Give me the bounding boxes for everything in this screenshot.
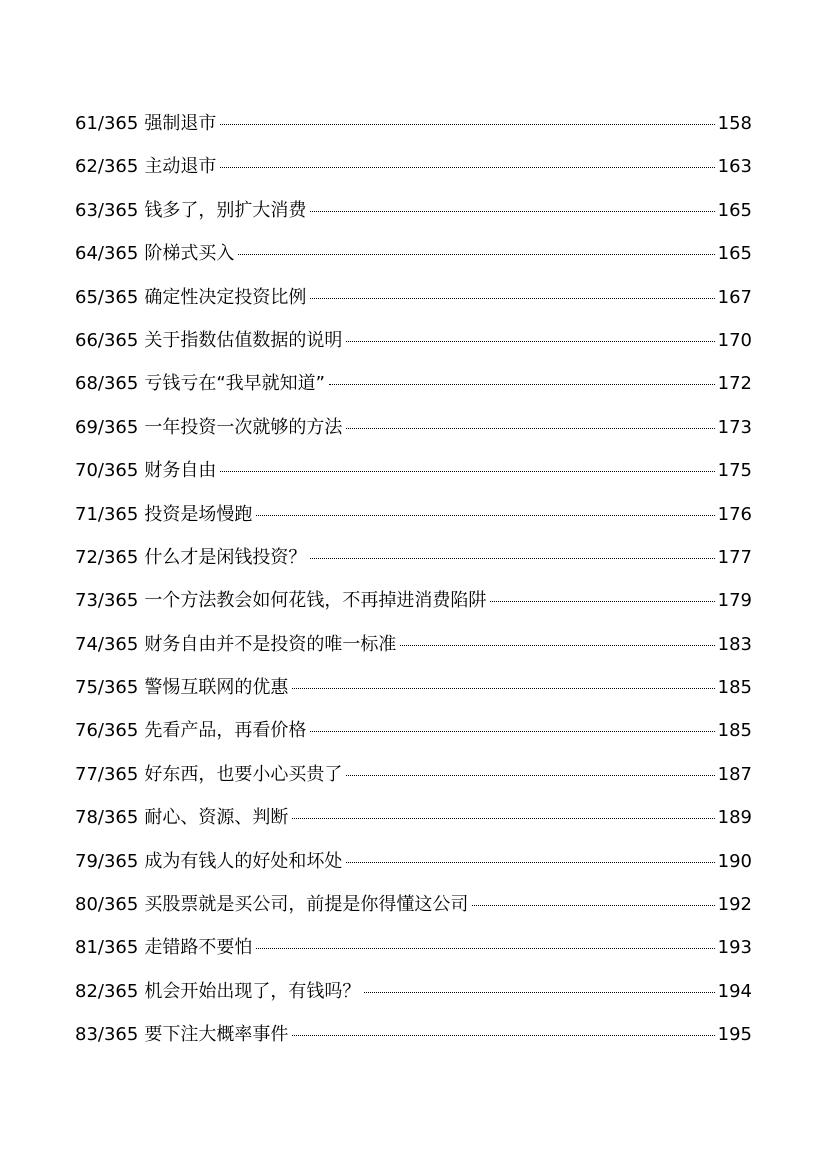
- entry-title: 阶梯式买入: [144, 243, 235, 265]
- entry-title: 主动退市: [144, 156, 217, 178]
- entry-title: 关于指数估值数据的说明: [144, 329, 343, 351]
- entry-number: 71/365: [75, 503, 139, 525]
- dot-leader: [310, 211, 714, 212]
- entry-number: 70/365: [75, 460, 139, 482]
- entry-number: 83/365: [75, 1024, 139, 1046]
- dot-leader: [292, 1035, 714, 1036]
- entry-title: 投资是场慢跑: [144, 503, 253, 525]
- toc-entry[interactable]: [75, 840, 752, 883]
- entry-title: 机会开始出现了，有钱吗？: [144, 980, 361, 1002]
- entry-page-number: 177: [717, 546, 752, 568]
- dot-leader: [346, 862, 714, 863]
- entry-title: 耐心、资源、判断: [144, 807, 289, 829]
- entry-number: 77/365: [75, 763, 139, 785]
- entry-page-number: 170: [717, 329, 752, 351]
- dot-leader: [220, 167, 714, 168]
- entry-page-number: 158: [717, 113, 752, 134]
- entry-title: 确定性决定投资比例: [144, 286, 307, 308]
- dot-leader: [310, 298, 714, 299]
- entry-number: 81/365: [75, 937, 139, 959]
- entry-page-number: 175: [717, 460, 752, 482]
- entry-number: 75/365: [75, 677, 139, 699]
- dot-leader: [220, 124, 714, 125]
- entry-page-number: 190: [717, 850, 752, 872]
- dot-leader: [400, 645, 714, 646]
- toc-entry[interactable]: [75, 753, 752, 796]
- entry-page-number: 172: [717, 373, 752, 395]
- toc-entry[interactable]: [75, 666, 752, 709]
- entry-page-number: 163: [717, 156, 752, 178]
- entry-number: 63/365: [75, 199, 139, 221]
- entry-page-number: 192: [717, 894, 752, 916]
- entry-page-number: 183: [717, 633, 752, 655]
- dot-leader: [238, 254, 714, 255]
- entry-title: 一个方法教会如何花钱，不再掉进消费陷阱: [144, 590, 487, 612]
- entry-page-number: 185: [717, 677, 752, 699]
- entry-page-number: 194: [717, 980, 752, 1002]
- entry-number: 78/365: [75, 807, 139, 829]
- dot-leader: [346, 775, 714, 776]
- dot-leader: [256, 515, 714, 516]
- entry-title: 什么才是闲钱投资？: [144, 546, 307, 568]
- dot-leader: [490, 601, 714, 602]
- dot-leader: [329, 384, 715, 385]
- entry-title: 买股票就是买公司，前提是你得懂这公司: [144, 894, 469, 916]
- toc-entry[interactable]: [75, 102, 752, 145]
- toc-entry[interactable]: [75, 536, 752, 579]
- entry-number: 80/365: [75, 894, 139, 916]
- toc-entry[interactable]: [75, 1013, 752, 1056]
- toc-entry[interactable]: [75, 145, 752, 188]
- entry-number: 72/365: [75, 546, 139, 568]
- toc-entry[interactable]: [75, 232, 752, 275]
- entry-number: 62/365: [75, 156, 139, 178]
- dot-leader: [346, 341, 714, 342]
- entry-title: 警惕互联网的优惠: [144, 677, 289, 699]
- table-of-contents: [75, 102, 752, 1057]
- toc-entry[interactable]: [75, 493, 752, 536]
- entry-page-number: 195: [717, 1024, 752, 1046]
- entry-title: 好东西，也要小心买贵了: [144, 763, 343, 785]
- entry-page-number: 185: [717, 720, 752, 742]
- toc-entry[interactable]: [75, 189, 752, 232]
- dot-leader: [472, 905, 714, 906]
- entry-page-number: 165: [717, 199, 752, 221]
- dot-leader: [220, 471, 714, 472]
- entry-page-number: 167: [717, 286, 752, 308]
- entry-page-number: 187: [717, 763, 752, 785]
- toc-entry[interactable]: [75, 319, 752, 362]
- entry-title: 成为有钱人的好处和坏处: [144, 850, 343, 872]
- entry-number: 69/365: [75, 416, 139, 438]
- dot-leader: [310, 558, 714, 559]
- toc-entry[interactable]: [75, 926, 752, 969]
- entry-number: 64/365: [75, 243, 139, 265]
- toc-entry[interactable]: [75, 623, 752, 666]
- toc-entry[interactable]: [75, 883, 752, 926]
- entry-title: 走错路不要怕: [144, 937, 253, 959]
- entry-page-number: 179: [717, 590, 752, 612]
- toc-entry[interactable]: [75, 362, 752, 405]
- entry-title: 钱多了，别扩大消费: [144, 199, 307, 221]
- toc-entry[interactable]: [75, 406, 752, 449]
- entry-page-number: 165: [717, 243, 752, 265]
- entry-title: 先看产品，再看价格: [144, 720, 307, 742]
- toc-entry[interactable]: [75, 276, 752, 319]
- entry-number: 74/365: [75, 633, 139, 655]
- entry-title: 亏钱亏在“我早就知道”: [144, 373, 325, 395]
- entry-number: 65/365: [75, 286, 139, 308]
- toc-entry[interactable]: [75, 970, 752, 1013]
- entry-title: 要下注大概率事件: [144, 1024, 289, 1046]
- entry-title: 财务自由: [144, 460, 217, 482]
- toc-entry[interactable]: [75, 709, 752, 752]
- entry-number: 82/365: [75, 980, 139, 1002]
- dot-leader: [256, 948, 714, 949]
- toc-entry[interactable]: [75, 449, 752, 492]
- entry-number: 66/365: [75, 329, 139, 351]
- dot-leader: [346, 428, 714, 429]
- entry-number: 61/365: [75, 113, 139, 134]
- entry-title: 财务自由并不是投资的唯一标准: [144, 633, 397, 655]
- entry-number: 73/365: [75, 590, 139, 612]
- entry-title: 一年投资一次就够的方法: [144, 416, 343, 438]
- entry-page-number: 173: [717, 416, 752, 438]
- entry-number: 68/365: [75, 373, 139, 395]
- entry-page-number: 193: [717, 937, 752, 959]
- toc-entry[interactable]: [75, 796, 752, 839]
- dot-leader: [292, 818, 714, 819]
- dot-leader: [364, 992, 714, 993]
- toc-entry[interactable]: [75, 579, 752, 622]
- dot-leader: [310, 731, 714, 732]
- dot-leader: [292, 688, 714, 689]
- entry-title: 强制退市: [144, 113, 217, 134]
- entry-page-number: 176: [717, 503, 752, 525]
- entry-number: 76/365: [75, 720, 139, 742]
- entry-number: 79/365: [75, 850, 139, 872]
- entry-page-number: 189: [717, 807, 752, 829]
